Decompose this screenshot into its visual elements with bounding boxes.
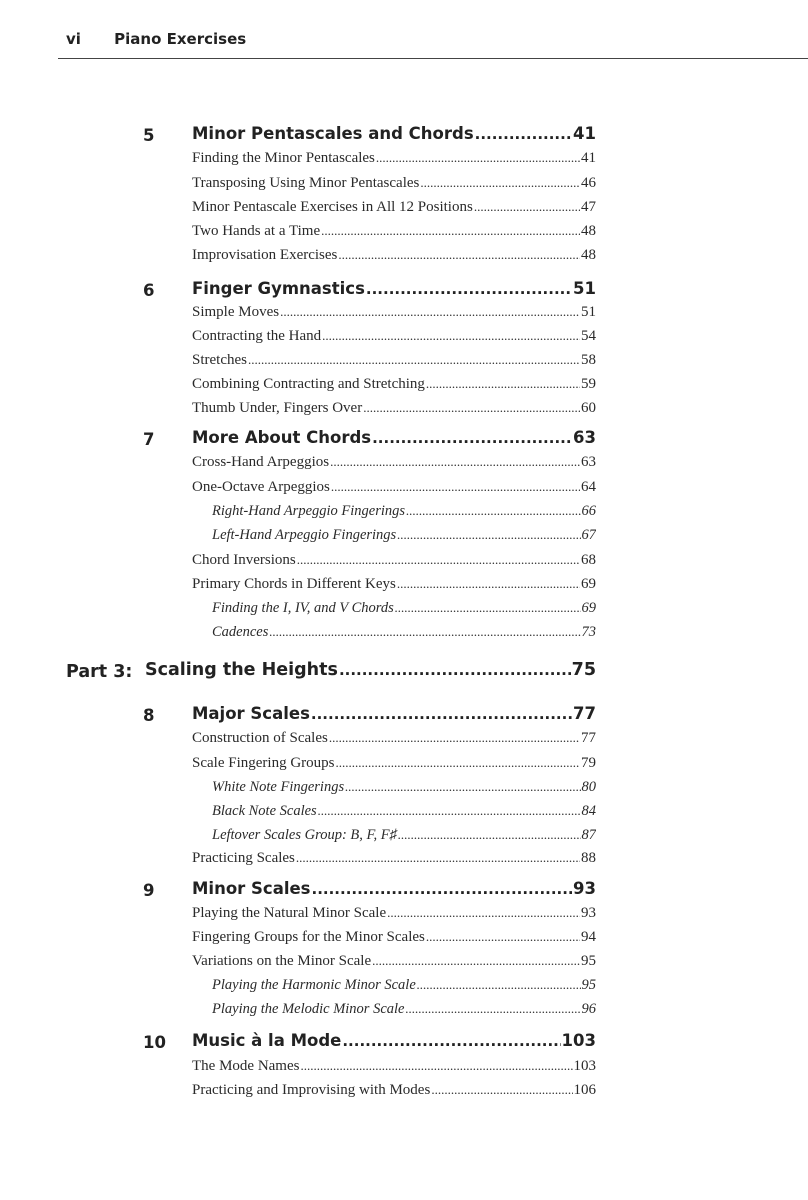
section-entry[interactable] [192, 479, 596, 501]
section-entry[interactable] [192, 199, 596, 221]
section-title: Construction of Scales [192, 730, 328, 746]
section-title: Thumb Under, Fingers Over [192, 400, 363, 416]
subsection-page: 84 [581, 803, 596, 819]
section-page: 48 [581, 223, 596, 239]
section-title: Playing the Natural Minor Scale [192, 905, 387, 921]
dot-leader [372, 429, 572, 447]
section-entry[interactable] [192, 400, 596, 422]
subsection-title: Black Note Scales [212, 803, 317, 819]
dot-leader [335, 755, 580, 771]
chapter-page: 51 [573, 279, 596, 298]
dot-leader [318, 803, 581, 819]
subsection-title: Playing the Melodic Minor Scale [212, 1001, 405, 1017]
section-page: 106 [573, 1082, 596, 1098]
section-entry[interactable] [192, 929, 596, 951]
dot-leader [474, 199, 580, 215]
subsection-title: Playing the Harmonic Minor Scale [212, 977, 416, 993]
section-title: Primary Chords in Different Keys [192, 576, 396, 592]
chapter-number: 6 [143, 281, 155, 300]
dot-leader [321, 223, 580, 239]
dot-leader [426, 376, 580, 392]
section-title: Scale Fingering Groups [192, 755, 335, 771]
section-title: Practicing and Improvising with Modes [192, 1082, 431, 1098]
section-entry[interactable] [192, 905, 596, 927]
section-page: 103 [573, 1058, 596, 1074]
dot-leader [420, 175, 580, 191]
dot-leader [406, 503, 580, 519]
subsection-entry[interactable] [212, 827, 596, 849]
section-entry[interactable] [192, 1058, 596, 1080]
subsection-page: 69 [581, 600, 596, 616]
dot-leader [338, 247, 580, 263]
chapter-number: 8 [143, 706, 155, 725]
chapter-title: More About Chords [192, 428, 372, 447]
section-page: 64 [581, 479, 596, 495]
section-page: 79 [581, 755, 596, 771]
dot-leader [475, 125, 572, 143]
section-entry[interactable] [192, 454, 596, 476]
chapter-entry[interactable] [192, 279, 596, 305]
subsection-page: 95 [581, 977, 596, 993]
dot-leader [366, 280, 572, 298]
subsection-entry[interactable] [212, 977, 596, 999]
dot-leader [248, 352, 580, 368]
chapter-entry[interactable] [192, 704, 596, 730]
dot-leader [331, 479, 580, 495]
chapter-number: 9 [143, 881, 155, 900]
dot-leader [329, 730, 580, 746]
subsection-entry[interactable] [212, 803, 596, 825]
chapter-title: Minor Scales [192, 879, 311, 898]
running-title: Piano Exercises [114, 30, 247, 48]
chapter-page: 63 [573, 428, 596, 447]
chapter-entry[interactable] [192, 1031, 596, 1057]
subsection-title: Right-Hand Arpeggio Fingerings [212, 503, 406, 519]
chapter-page: 93 [573, 879, 596, 898]
dot-leader [397, 527, 580, 543]
section-page: 54 [581, 328, 596, 344]
subsection-title: Left-Hand Arpeggio Fingerings [212, 527, 397, 543]
dot-leader [398, 827, 581, 843]
subsection-page: 87 [581, 827, 596, 843]
section-title: One-Octave Arpeggios [192, 479, 330, 495]
dot-leader [339, 661, 571, 679]
dot-leader [345, 779, 580, 795]
section-entry[interactable] [192, 953, 596, 975]
section-title: Chord Inversions [192, 552, 296, 568]
dot-leader [405, 1001, 580, 1017]
dot-leader [311, 705, 572, 723]
part-entry[interactable] [145, 660, 596, 688]
chapter-page: 41 [573, 124, 596, 143]
subsection-title: White Note Fingerings [212, 779, 345, 795]
section-entry[interactable] [192, 352, 596, 374]
section-title: Practicing Scales [192, 850, 295, 866]
section-title: Contracting the Hand [192, 328, 322, 344]
dot-leader [280, 304, 580, 320]
chapter-entry[interactable] [192, 124, 596, 150]
section-entry[interactable] [192, 376, 596, 398]
part-title: Scaling the Heights [145, 660, 338, 680]
section-page: 94 [581, 929, 596, 945]
section-entry[interactable] [192, 755, 596, 777]
section-title: Finding the Minor Pentascales [192, 150, 375, 166]
chapter-entry[interactable] [192, 428, 596, 454]
dot-leader [300, 1058, 572, 1074]
section-title: Simple Moves [192, 304, 280, 320]
section-page: 88 [581, 850, 596, 866]
section-title: Two Hands at a Time [192, 223, 321, 239]
section-title: Stretches [192, 352, 247, 368]
section-title: Improvisation Exercises [192, 247, 338, 263]
section-title: Minor Pentascale Exercises in All 12 Positions [192, 199, 473, 215]
part-page: 75 [571, 660, 596, 680]
subsection-entry[interactable] [212, 503, 596, 525]
section-title: Cross-Hand Arpeggios [192, 454, 330, 470]
dot-leader [395, 600, 581, 616]
section-page: 95 [581, 953, 596, 969]
section-entry[interactable] [192, 1082, 596, 1104]
dot-leader [312, 880, 573, 898]
chapter-title: Finger Gymnastics [192, 279, 365, 298]
dot-leader [363, 400, 580, 416]
subsection-page: 73 [581, 624, 596, 640]
page-number: vi [66, 30, 81, 48]
section-entry[interactable] [192, 150, 596, 172]
dot-leader [376, 150, 580, 166]
part-label: Part 3: [66, 662, 133, 682]
section-page: 68 [581, 552, 596, 568]
dot-leader [397, 576, 580, 592]
dot-leader [297, 552, 580, 568]
subsection-page: 67 [581, 527, 596, 543]
dot-leader [426, 929, 580, 945]
section-page: 77 [581, 730, 596, 746]
section-entry[interactable] [192, 576, 596, 598]
subsection-page: 80 [581, 779, 596, 795]
dot-leader [417, 977, 581, 993]
chapter-number: 10 [143, 1033, 166, 1052]
section-title: Fingering Groups for the Minor Scales [192, 929, 425, 945]
subsection-page: 96 [581, 1001, 596, 1017]
section-page: 93 [581, 905, 596, 921]
section-page: 59 [581, 376, 596, 392]
section-page: 63 [581, 454, 596, 470]
section-entry[interactable] [192, 552, 596, 574]
section-page: 41 [581, 150, 596, 166]
dot-leader [330, 454, 580, 470]
subsection-page: 66 [581, 503, 596, 519]
chapter-title: Major Scales [192, 704, 310, 723]
dot-leader [387, 905, 580, 921]
section-entry[interactable] [192, 730, 596, 752]
dot-leader [342, 1032, 560, 1050]
subsection-entry[interactable] [212, 779, 596, 801]
section-page: 47 [581, 199, 596, 215]
chapter-page: 77 [573, 704, 596, 723]
subsection-entry[interactable] [212, 527, 596, 549]
section-entry[interactable] [192, 304, 596, 326]
dot-leader [269, 624, 580, 640]
section-entry[interactable] [192, 328, 596, 350]
section-page: 60 [581, 400, 596, 416]
chapter-title: Minor Pentascales and Chords [192, 124, 474, 143]
section-title: The Mode Names [192, 1058, 300, 1074]
section-page: 46 [581, 175, 596, 191]
section-page: 51 [581, 304, 596, 320]
chapter-title: Music à la Mode [192, 1031, 342, 1050]
section-title: Variations on the Minor Scale [192, 953, 372, 969]
section-page: 58 [581, 352, 596, 368]
section-entry[interactable] [192, 850, 596, 872]
dot-leader [372, 953, 580, 969]
subsection-entry[interactable] [212, 600, 596, 622]
section-page: 69 [581, 576, 596, 592]
dot-leader [296, 850, 580, 866]
section-page: 48 [581, 247, 596, 263]
section-entry[interactable] [192, 247, 596, 269]
section-title: Transposing Using Minor Pentascales [192, 175, 420, 191]
subsection-entry[interactable] [212, 624, 596, 646]
subsection-title: Leftover Scales Group: B, F, F♯ [212, 827, 397, 843]
section-title: Combining Contracting and Stretching [192, 376, 425, 392]
subsection-title: Finding the I, IV, and V Chords [212, 600, 394, 616]
chapter-number: 5 [143, 126, 155, 145]
section-entry[interactable] [192, 175, 596, 197]
chapter-number: 7 [143, 430, 155, 449]
subsection-entry[interactable] [212, 1001, 596, 1023]
chapter-entry[interactable] [192, 879, 596, 905]
dot-leader [322, 328, 580, 344]
chapter-page: 103 [561, 1031, 596, 1050]
dot-leader [431, 1082, 572, 1098]
subsection-title: Cadences [212, 624, 269, 640]
section-entry[interactable] [192, 223, 596, 245]
